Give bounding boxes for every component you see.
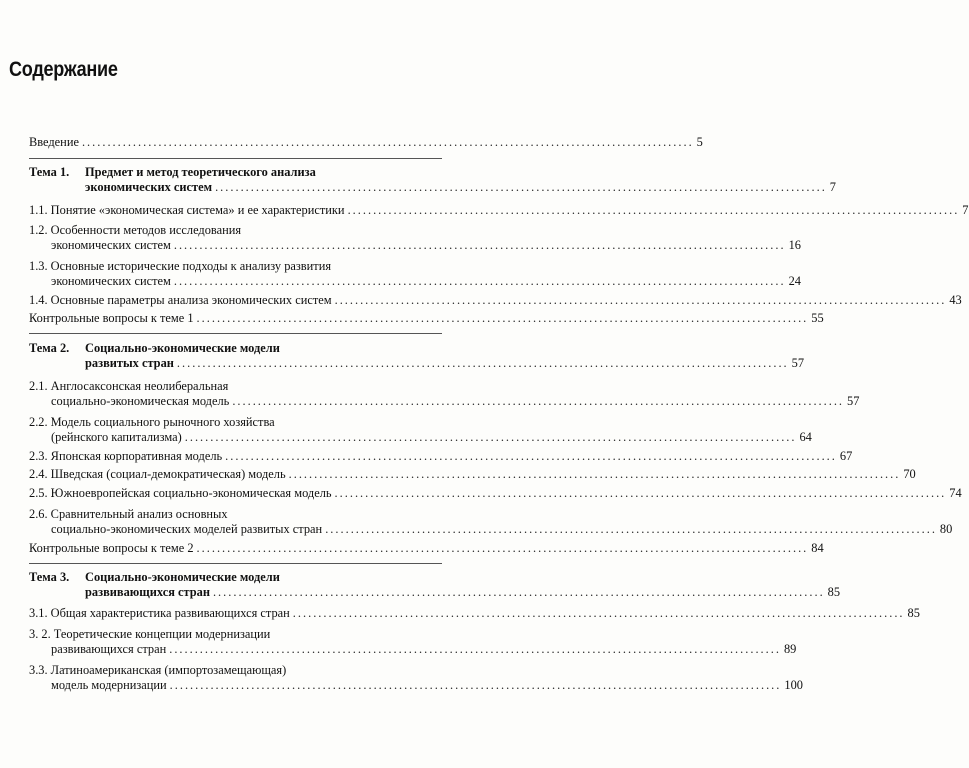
- toc-entry-3-1[interactable]: [29, 606, 920, 620]
- toc-page-number: 64: [799, 430, 812, 444]
- leader-dots: ........................................................................................................................: [334, 486, 947, 500]
- toc-entry-title-continued: (рейнского капитализма): [51, 430, 182, 444]
- toc-page-number: 70: [903, 467, 916, 481]
- toc-entry-questions-2[interactable]: [29, 541, 824, 555]
- leader-dots: ........................................................................................................................: [347, 203, 960, 217]
- toc-entry-2-2[interactable]: [29, 415, 812, 444]
- leader-dots: ........................................................................................................................: [215, 180, 827, 194]
- toc-entry-2-5[interactable]: [29, 486, 962, 500]
- leader-dots: ........................................................................................................................: [225, 449, 837, 463]
- toc-entry-title: Контрольные вопросы к теме 1: [29, 311, 194, 325]
- toc-entry-introduction[interactable]: [29, 135, 703, 149]
- toc-entry-title-continued: модель модернизации: [51, 678, 167, 692]
- toc-entry-3-2[interactable]: [29, 627, 797, 656]
- toc-entry-title: 1.3. Основные исторические подходы к анализу развития: [29, 259, 332, 273]
- toc-entry-title: 2.4. Шведская (социал-демократическая) модель: [29, 467, 286, 481]
- toc-entry-title: Предмет и метод теоретического анализа: [85, 165, 316, 179]
- toc-entry-title-continued: экономических систем: [51, 238, 171, 252]
- toc-entry-1-1[interactable]: [29, 203, 969, 217]
- toc-entry-2-3[interactable]: [29, 449, 853, 463]
- toc-page-number: 7: [829, 180, 836, 194]
- toc-entry-1-4[interactable]: [29, 293, 962, 307]
- toc-entry-1-3[interactable]: [29, 259, 801, 288]
- toc-page-number: 57: [847, 394, 860, 408]
- leader-dots: ........................................................................................................................: [169, 678, 782, 692]
- toc-entry-title-continued: социально-экономических моделей развитых стран: [51, 522, 323, 536]
- section-divider: [29, 333, 442, 334]
- toc-topic-3[interactable]: [29, 570, 841, 599]
- toc-entry-title-continued: развитых стран: [85, 356, 174, 370]
- leader-dots: ........................................................................................................................: [173, 238, 786, 252]
- toc-entry-title-continued: экономических систем: [51, 274, 171, 288]
- toc-page-number: 67: [839, 449, 853, 463]
- toc-entry-title: 3.1. Общая характеристика развивающихся стран: [29, 606, 290, 620]
- toc-entry-title: 1.2. Особенности методов исследования: [29, 223, 242, 237]
- leader-dots: ........................................................................................................................: [325, 522, 937, 536]
- toc-entry-title: 2.2. Модель социального рыночного хозяйства: [29, 415, 275, 429]
- toc-entry-title-continued: развивающихся стран: [85, 585, 210, 599]
- toc-page-number: 85: [907, 606, 920, 620]
- leader-dots: ........................................................................................................................: [169, 642, 781, 656]
- toc-entry-2-6[interactable]: [29, 507, 953, 536]
- toc-entry-3-3[interactable]: [29, 663, 803, 692]
- section-divider: [29, 158, 442, 159]
- toc-page-number: 57: [791, 356, 805, 370]
- leader-dots: ........................................................................................................................: [196, 311, 809, 325]
- topic-number: Тема 2.: [29, 341, 70, 355]
- leader-dots: ........................................................................................................................: [334, 293, 947, 307]
- leader-dots: ........................................................................................................................: [212, 585, 825, 599]
- toc-page-number: 100: [784, 678, 803, 692]
- toc-entry-title-continued: развивающихся стран: [51, 642, 167, 656]
- toc-entry-2-4[interactable]: [29, 467, 916, 481]
- toc-topic-1[interactable]: [29, 165, 836, 194]
- toc-page-number: 84: [811, 541, 824, 555]
- leader-dots: ........................................................................................................................: [292, 606, 905, 620]
- toc-entry-title: Контрольные вопросы к теме 2: [29, 541, 194, 555]
- leader-dots: ........................................................................................................................: [176, 356, 789, 370]
- leader-dots: ........................................................................................................................: [81, 135, 694, 149]
- toc-entry-title: Социально-экономические модели: [85, 570, 280, 584]
- leader-dots: ........................................................................................................................: [288, 467, 901, 481]
- leader-dots: ........................................................................................................................: [184, 430, 797, 444]
- toc-entry-1-2[interactable]: [29, 223, 801, 252]
- toc-page-number: 55: [811, 311, 824, 325]
- toc-page-number: 74: [949, 486, 962, 500]
- toc-page-number: 7: [962, 203, 969, 217]
- toc-entry-questions-1[interactable]: [29, 311, 824, 325]
- toc-entry-2-1[interactable]: [29, 379, 860, 408]
- toc-entry-title: Введение: [29, 135, 79, 149]
- topic-number: Тема 3.: [29, 570, 70, 584]
- page-title: Содержание: [9, 58, 118, 81]
- toc-entry-title-continued: социально-экономическая модель: [51, 394, 230, 408]
- toc-page-number: 24: [788, 274, 801, 288]
- toc-entry-title-continued: экономических систем: [85, 180, 213, 194]
- toc-entry-title: 2.5. Южноевропейская социально-экономическая модель: [29, 486, 332, 500]
- toc-page-number: 43: [949, 293, 962, 307]
- leader-dots: ........................................................................................................................: [196, 541, 809, 555]
- section-divider: [29, 563, 442, 564]
- toc-entry-title: 3.3. Латиноамериканская (импортозамещающая): [29, 663, 287, 677]
- toc-entry-title: 2.3. Японская корпоративная модель: [29, 449, 223, 463]
- toc-topic-2[interactable]: [29, 341, 805, 370]
- toc-entry-title: 2.1. Англосаксонская неолиберальная: [29, 379, 229, 393]
- toc-page-number: 16: [788, 238, 801, 252]
- toc-page-number: 5: [696, 135, 703, 149]
- toc-entry-title: 1.4. Основные параметры анализа экономических систем: [29, 293, 332, 307]
- topic-number: Тема 1.: [29, 165, 70, 179]
- toc-page-number: 80: [939, 522, 953, 536]
- toc-page-number: 89: [783, 642, 797, 656]
- toc-entry-title: 3. 2. Теоретические концепции модернизации: [29, 627, 271, 641]
- toc-entry-title: 1.1. Понятие «экономическая система» и ее характеристики: [29, 203, 345, 217]
- toc-entry-title: Социально-экономические модели: [85, 341, 280, 355]
- toc-page-number: 85: [827, 585, 841, 599]
- leader-dots: ........................................................................................................................: [173, 274, 786, 288]
- toc-entry-title: 2.6. Сравнительный анализ основных: [29, 507, 228, 521]
- leader-dots: ........................................................................................................................: [232, 394, 845, 408]
